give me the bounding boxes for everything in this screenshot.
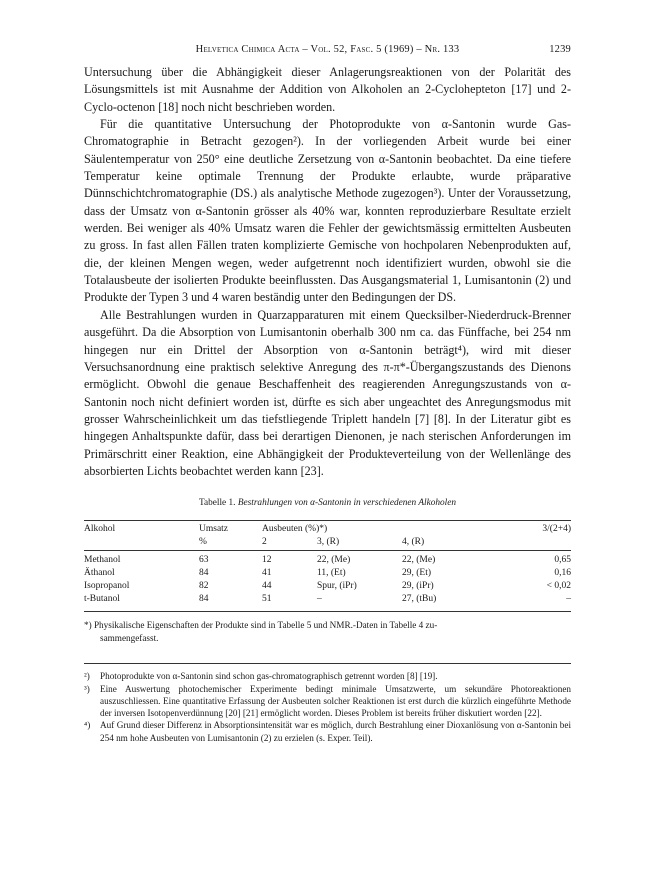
cell-yield-3: 22, (Me) <box>317 555 351 566</box>
footnote-mark: ³) <box>84 683 90 694</box>
cell-yield-2: 44 <box>262 581 272 592</box>
th-ausbeuten: Ausbeuten (%)*) <box>262 524 328 535</box>
cell-umsatz: 84 <box>199 594 209 605</box>
page-number: 1239 <box>549 44 571 55</box>
th2-product-4: 4, (R) <box>402 537 425 548</box>
cell-umsatz: 63 <box>199 555 209 566</box>
cell-ratio: 0,65 <box>554 555 571 566</box>
footnote-mark: ²) <box>84 671 90 682</box>
table-caption-title: Bestrahlungen von α-Santonin in verschiedenen Alkoholen <box>237 498 457 509</box>
footnote-mark: ⁴) <box>84 720 91 731</box>
table-caption-label: Tabelle 1. <box>198 498 236 509</box>
footnote-text: Auf Grund dieser Differenz in Absorptionsintensität war es möglich, durch Bestrahlung einer Dioxanlösung von α-Santonin bei 254 nm hohe Ausbeuten von Lumisantonin (2) zu erzielen (s. Exper. Teil). <box>100 720 571 743</box>
cell-yield-3: – <box>317 594 322 605</box>
th2-col1 <box>84 537 199 551</box>
cell-ratio: < 0,02 <box>546 581 571 592</box>
footnotes <box>84 663 571 744</box>
footnote-text: Photoprodukte von α-Santonin sind schon gas-chromatographisch getrennt worden [8] [19]. <box>100 671 438 682</box>
cell-yield-3: 11, (Et) <box>317 568 346 579</box>
table-footnote-line2: sammengefasst. <box>100 633 159 644</box>
cell-alkohol: Isopropanol <box>84 581 130 592</box>
footnote-3 <box>84 683 571 720</box>
cell-yield-4: 29, (Et) <box>402 568 432 579</box>
table-row <box>84 568 571 581</box>
cell-umsatz: 84 <box>199 568 209 579</box>
cell-yield-4: 22, (Me) <box>402 555 436 566</box>
cell-umsatz: 82 <box>199 581 209 592</box>
th2-percent: % <box>199 537 207 548</box>
cell-yield-2: 41 <box>262 568 272 579</box>
th-alkohol: Alkohol <box>84 524 116 535</box>
paragraph-3: Alle Bestrahlungen wurden in Quarzapparaturen mit einem Quecksilber-Niederdruck-Brenner ausgeführt. Da die Absorption von Lumisantonin oberhalb 300 nm ca. das Fünffache, bei 254 nm hingegen nur ein Drittel der Absorption von α-Santonin beträgt⁴), wird mit dieser Versuchsanordnung eine praktisch selektive Anregung des π-π*-Übergangszustands des Dienons ermöglicht. Obwohl die genaue Beschaffenheit des reagierenden Anregungszustands von α-Santonin noch nicht definiert worden ist, dürfte es sich aber ungeachtet des Anregungsmodus mit grosser Wahrscheinlichkeit um das tiefstliegende Triplett handeln [7] [8]. In der Literatur gibt es hingegen Anhaltspunkte dafür, dass bei derartigen Dienonen, je nach sterischen Anforderungen im Primärschritt einer Reaktion, eine Abhängigkeit der Produkteverteilung von der Wellenlänge des absorbierten Lichts beobachtet werden kann [23]. <box>84 307 571 478</box>
journal-page <box>84 44 571 744</box>
table-footnote <box>84 619 571 645</box>
paragraph-1: Untersuchung über die Abhängigkeit dieser Anlagerungsreaktionen von der Polarität des Lösungsmittels ist mit Ausnahme der Addition von Alkoholen an 2-Cyclohepteton [17] und 2-Cyclo-octenon [18] noch nicht beschrieben worden. <box>84 65 571 114</box>
cell-yield-4: 29, (iPr) <box>402 581 434 592</box>
table-row <box>84 551 571 569</box>
table-footnote-line1: *) Physikalische Eigenschaften der Produkte sind in Tabelle 5 und NMR.-Daten in Tabelle 4 zu- <box>84 620 438 631</box>
th-ratio: 3/(2+4) <box>542 524 571 535</box>
table-subheader-row <box>84 537 571 551</box>
footnote-text: Eine Auswertung photochemischer Experimente bedingt minimale Umsatzwerte, um sekundäre Photoreaktionen auszuschliessen. Eine quantitative Erfassung der Ausbeuten solcher Reaktionen ist erst durch die kürzlich eingeführte Methode der inversen Isotopenverdünnung [20] [21] ermöglicht worden. Dieses Problem ist bereits früher diskutiert worden [22]. <box>100 683 571 719</box>
cell-ratio: 0,16 <box>554 568 571 579</box>
cell-alkohol: t-Butanol <box>84 594 120 605</box>
footnote-4 <box>84 719 571 744</box>
running-header <box>84 44 571 64</box>
table-caption <box>84 498 571 508</box>
footnote-2 <box>84 670 571 682</box>
paragraph-2: Für die quantitative Untersuchung der Photoprodukte von α-Santonin wurde Gas-Chromatographie in Betracht gezogen²). In der vorliegenden Arbeit wurde bei einer Säulentemperatur von 250° eine deutliche Zersetzung von α-Santonin beobachtet. Da eine tiefere Temperatur keine optimale Trennung der Produkte erlaubte, wurde präparative Dünnschichtchromatographie (DS.) als analytische Methode zugezogen³). Unter der Voraussetzung, dass der Umsatz von α-Santonin grösser als 40% war, konnten reproduzierbare Resultate erzielt werden. Bei weniger als 40% Umsatz waren die Fehler der gewichtsmässig ermittelten Ausbeuten zu gross. In fast allen Fällen traten komplizierte Gemische von hochpolaren Nebenprodukten auf, die, der kleinen Mengen wegen, weder aufgetrennt noch identifiziert wurden, obwohl sie die Totalausbeute der isolierten Produkte beeinflussten. Das Ausgangsmaterial 1, Lumisantonin (2) und Produkte der Typen 3 und 4 waren beständig unter den Bedingungen der DS. <box>84 117 571 305</box>
cell-alkohol: Methanol <box>84 555 121 566</box>
cell-ratio: – <box>566 594 571 605</box>
th2-col6 <box>492 537 571 551</box>
cell-yield-2: 12 <box>262 555 272 566</box>
cell-alkohol: Äthanol <box>84 568 115 579</box>
body-text <box>84 64 571 480</box>
table-header-row <box>84 521 571 538</box>
table-row <box>84 594 571 612</box>
table-1 <box>84 498 571 645</box>
results-table <box>84 520 571 613</box>
th-umsatz: Umsatz <box>199 524 229 535</box>
th2-product-3: 3, (R) <box>317 537 340 548</box>
cell-yield-4: 27, (tBu) <box>402 594 437 605</box>
journal-title: Helvetica Chimica Acta – Vol. 52, Fasc. 5 (1969) – Nr. 133 <box>195 44 460 55</box>
table-bottom-rule <box>84 612 571 614</box>
table-row <box>84 581 571 594</box>
cell-yield-3: Spur, (iPr) <box>317 581 357 592</box>
th2-product-2: 2 <box>262 537 267 548</box>
cell-yield-2: 51 <box>262 594 272 605</box>
